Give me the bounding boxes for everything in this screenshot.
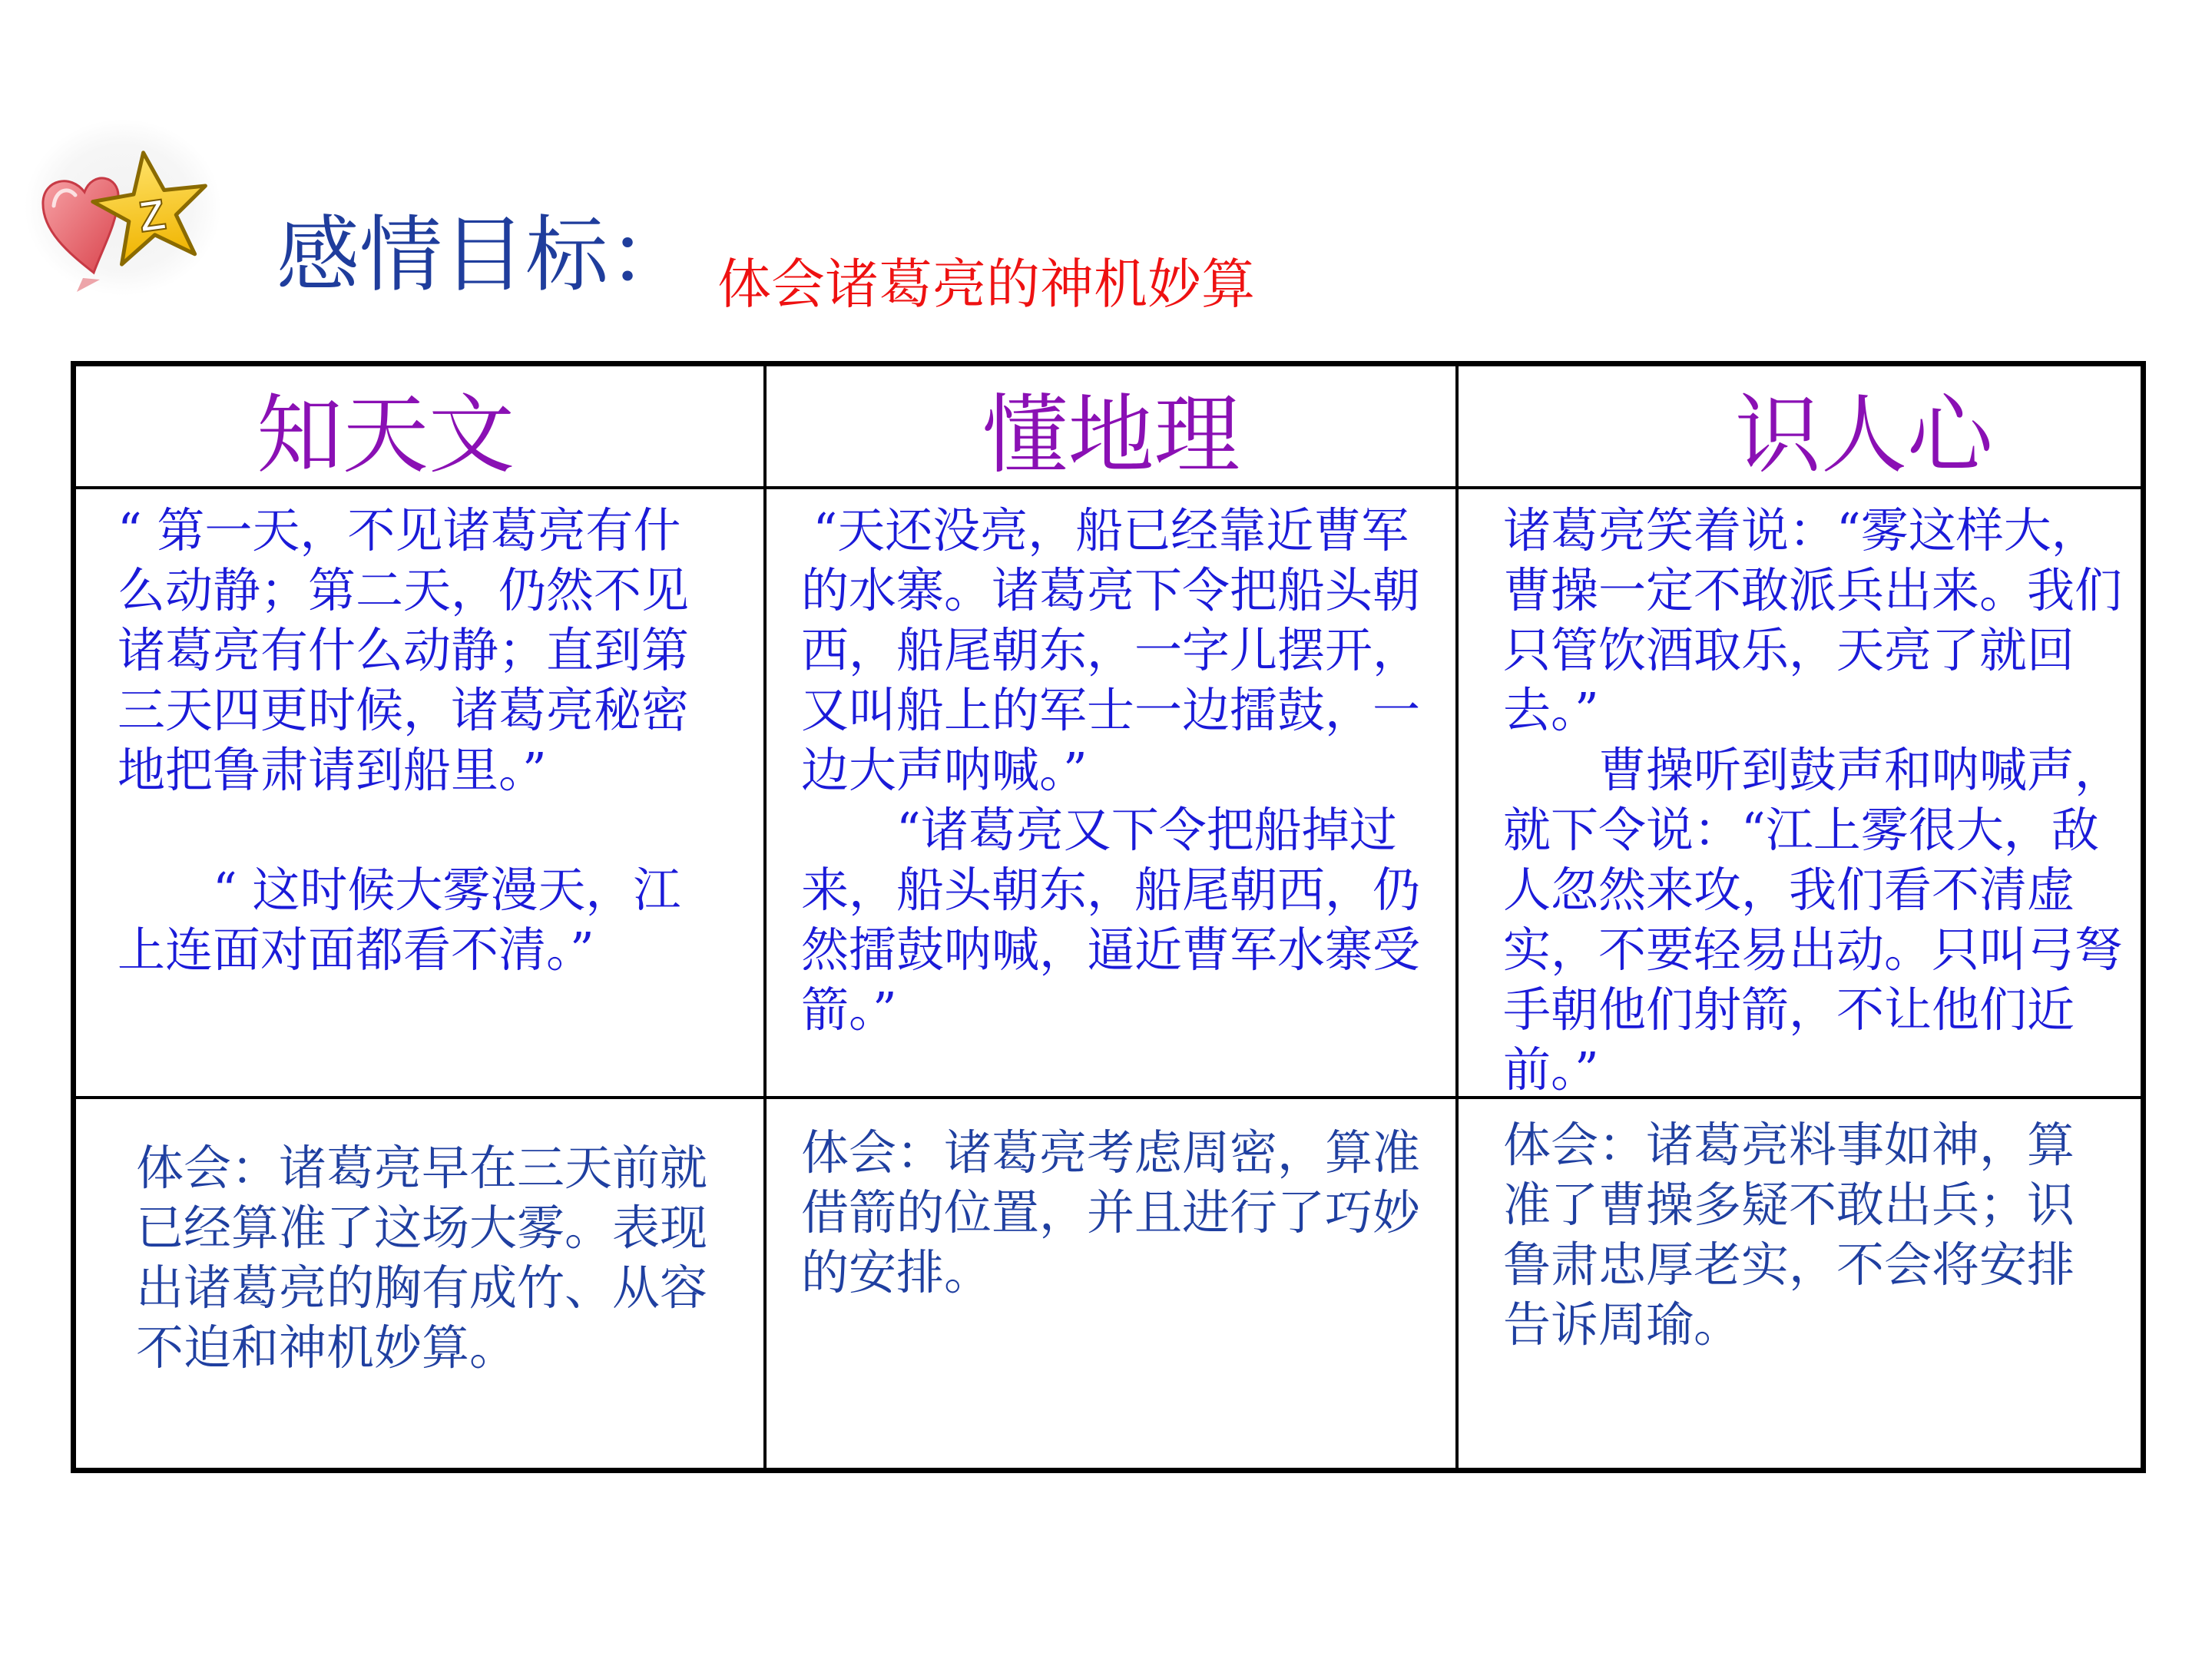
page-title: 感情目标： bbox=[276, 207, 692, 303]
quote-paragraph: “诸葛亮又下令把船掉过来，船头朝东，船尾朝西，仍然擂鼓呐喊，逼近曹军水寨受箭。” bbox=[801, 802, 1421, 1038]
quote-cell-3 bbox=[1503, 501, 2125, 1100]
quote-paragraph: 诸葛亮笑着说：“雾这样大，曹操一定不敢派兵出来。我们只管饮酒取乐，天亮了就回去。” bbox=[1503, 502, 2123, 738]
insight-cell-1: 体会：诸葛亮早在三天前就已经算准了这场大雾。表现出诸葛亮的胸有成竹、从容不迫和神机妙算。 bbox=[136, 1140, 708, 1376]
page-subtitle: 体会诸葛亮的神机妙算 bbox=[717, 253, 1255, 316]
column-divider bbox=[763, 366, 767, 1468]
heart-star-decoration bbox=[23, 115, 223, 300]
quote-cell-2 bbox=[801, 501, 1431, 1040]
quote-paragraph: “ 这时候大雾漫天，江上连面对面都看不清。” bbox=[118, 862, 681, 978]
svg-text:Z: Z bbox=[135, 189, 169, 242]
header-astronomy: 知天文 bbox=[257, 385, 515, 485]
quote-paragraph: “ 第一天，不见诸葛亮有什么动静；第二天，仍然不见诸葛亮有什么动静；直到第三天四更时候，诸葛亮秘密地把鲁肃请到船里。” bbox=[118, 502, 690, 798]
comparison-table bbox=[71, 361, 2146, 1473]
insight-cell-3: 体会：诸葛亮料事如神，算准了曹操多疑不敢出兵；识鲁肃忠厚老实，不会将安排告诉周瑜。 bbox=[1503, 1117, 2075, 1353]
header-human-nature: 识人心 bbox=[1735, 385, 1993, 485]
quote-paragraph: 曹操听到鼓声和呐喊声，就下令说：“江上雾很大，敌人忽然来攻，我们看不清虚实，不要轻易出动。只叫弓弩手朝他们射箭，不让他们近前。” bbox=[1503, 742, 2123, 1098]
header-geography: 懂地理 bbox=[982, 385, 1240, 485]
quote-cell-1 bbox=[118, 501, 717, 980]
quote-paragraph: “天还没亮，船已经靠近曹军的水寨。诸葛亮下令把船头朝西，船尾朝东，一字儿摆开，又叫船上的军士一边擂鼓，一边大声呐喊。” bbox=[801, 502, 1421, 798]
insight-cell-2: 体会：诸葛亮考虑周密，算准借箭的位置，并且进行了巧妙的安排。 bbox=[801, 1124, 1421, 1300]
column-divider bbox=[1455, 366, 1459, 1468]
